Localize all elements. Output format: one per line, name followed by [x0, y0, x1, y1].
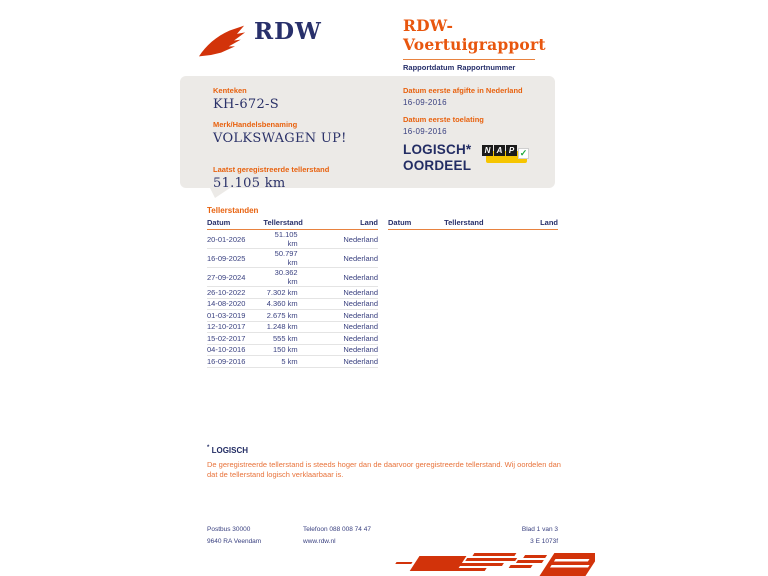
row-land: Nederland — [298, 230, 378, 249]
laatste-tellerstand-label: Laatst geregistreerde tellerstand — [213, 165, 330, 174]
eerste-toelating-label: Datum eerste toelating — [403, 115, 484, 124]
footer-address-line1: Postbus 30000 — [207, 526, 251, 533]
merk-label: Merk/Handelsbenaming — [213, 120, 298, 129]
column-header-datum: Datum — [207, 218, 263, 230]
logisch-footnote — [207, 445, 569, 480]
nap-letter-n: N — [482, 145, 493, 156]
merk-value: VOLKSWAGEN UP! — [213, 131, 347, 146]
row-datum: 16-09-2016 — [207, 356, 263, 368]
rdw-feather-icon — [198, 24, 248, 65]
tellerstanden-table-right — [388, 218, 558, 230]
tellerstand-row — [207, 321, 378, 333]
footer-doc-code: 3 E 1073f — [530, 538, 558, 545]
tellerstanden-section-title: Tellerstanden — [207, 206, 259, 215]
row-tellerstand: 30.362 km — [263, 268, 297, 287]
column-header-land: Land — [478, 218, 558, 230]
row-tellerstand: 150 km — [263, 344, 297, 356]
report-number-label: Rapportnummer — [457, 63, 516, 72]
column-header-tellerstand: Tellerstand — [263, 218, 297, 230]
nap-letter-a: A — [494, 145, 505, 156]
row-tellerstand: 7.302 km — [263, 287, 297, 299]
column-header-tellerstand: Tellerstand — [444, 218, 478, 230]
row-land: Nederland — [298, 298, 378, 310]
footer-address-line2: 9640 RA Veendam — [207, 538, 262, 545]
row-datum: 14-08-2020 — [207, 298, 263, 310]
column-header-datum: Datum — [388, 218, 444, 230]
row-datum: 26-10-2022 — [207, 287, 263, 299]
row-tellerstand: 51.105 km — [263, 230, 297, 249]
row-datum: 16-09-2025 — [207, 249, 263, 268]
row-datum: 12-10-2017 — [207, 321, 263, 333]
row-land: Nederland — [298, 321, 378, 333]
row-land: Nederland — [298, 333, 378, 345]
report-title: RDW-Voertuigrapport — [403, 16, 546, 54]
tellerstand-row — [207, 230, 378, 249]
footnote-title: * LOGISCH — [207, 445, 249, 455]
eerste-toelating-value: 16-09-2016 — [403, 127, 447, 136]
row-tellerstand: 5 km — [263, 356, 297, 368]
row-tellerstand: 555 km — [263, 333, 297, 345]
row-tellerstand: 2.675 km — [263, 310, 297, 322]
footer-phone: Telefoon 088 008 74 47 — [303, 526, 371, 533]
tellerstand-row — [207, 298, 378, 310]
row-datum: 15-02-2017 — [207, 333, 263, 345]
report-header — [403, 16, 558, 84]
feather-stripes-graphic — [395, 549, 595, 576]
eerste-afgifte-value: 16-09-2016 — [403, 98, 447, 107]
row-tellerstand: 50.797 km — [263, 249, 297, 268]
footer-page-number: Blad 1 van 3 — [521, 526, 558, 533]
oordeel-line1: LOGISCH* — [403, 142, 472, 157]
column-header-land: Land — [298, 218, 378, 230]
laatste-tellerstand-value: 51.105 km — [213, 176, 286, 191]
tellerstand-row — [207, 287, 378, 299]
nap-logo-icon — [482, 144, 530, 165]
oordeel-line2: OORDEEL — [403, 158, 472, 173]
row-land: Nederland — [298, 356, 378, 368]
row-land: Nederland — [298, 310, 378, 322]
table-header-row — [207, 218, 378, 230]
rdw-logo — [198, 16, 358, 60]
report-divider — [403, 59, 535, 60]
tellerstanden-table-left — [207, 218, 378, 368]
footnote-asterisk: * — [207, 445, 210, 451]
tellerstand-row — [207, 333, 378, 345]
row-datum: 01-03-2019 — [207, 310, 263, 322]
kenteken-value: KH-672-S — [213, 97, 279, 112]
rdw-logo-text: RDW — [254, 18, 322, 45]
nap-checkmark-icon: ✓ — [519, 148, 528, 158]
eerste-afgifte-label: Datum eerste afgifte in Nederland — [403, 86, 523, 95]
row-tellerstand: 1.248 km — [263, 321, 297, 333]
row-datum: 04-10-2016 — [207, 344, 263, 356]
nap-letter-p: P — [506, 145, 517, 156]
tellerstand-row — [207, 310, 378, 322]
row-land: Nederland — [298, 249, 378, 268]
tellerstand-row — [207, 344, 378, 356]
footer-website: www.rdw.nl — [303, 538, 336, 545]
row-datum: 27-09-2024 — [207, 268, 263, 287]
row-land: Nederland — [298, 287, 378, 299]
row-datum: 20-01-2026 — [207, 230, 263, 249]
row-land: Nederland — [298, 268, 378, 287]
row-tellerstand: 4.360 km — [263, 298, 297, 310]
footnote-text: De geregistreerde tellerstand is steeds hoger dan de daarvoor geregistreerde tellerstand. Wij oordelen dan dat de tellerstand logisch verklaarbaar is. — [207, 460, 561, 479]
report-date-label: Rapportdatum — [403, 63, 455, 72]
vehicle-summary-panel — [180, 76, 555, 191]
row-land: Nederland — [298, 344, 378, 356]
kenteken-label: Kenteken — [213, 86, 247, 95]
table-header-row — [388, 218, 558, 230]
oordeel-text — [403, 142, 471, 174]
tellerstand-row — [207, 268, 378, 287]
tellerstand-row — [207, 249, 378, 268]
tellerstand-row — [207, 356, 378, 368]
